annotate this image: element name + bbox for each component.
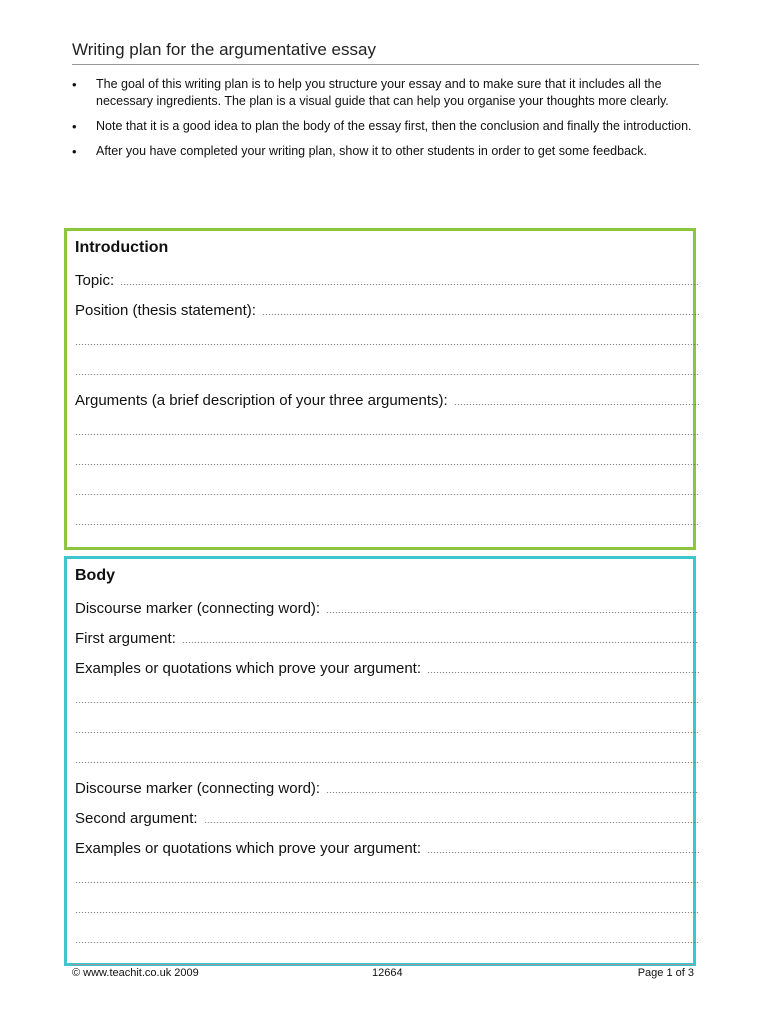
discourse-marker-label: Discourse marker (connecting word): bbox=[75, 780, 321, 797]
blank-line[interactable] bbox=[75, 507, 699, 529]
body-section bbox=[64, 556, 696, 966]
examples-label: Examples or quotations which prove your argument: bbox=[75, 840, 422, 857]
dotted-line bbox=[75, 762, 699, 763]
arguments-label: Arguments (a brief description of your three arguments): bbox=[75, 392, 448, 409]
blank-line[interactable] bbox=[75, 327, 699, 349]
topic-field[interactable] bbox=[75, 267, 699, 289]
blank-line[interactable] bbox=[75, 715, 699, 737]
first-argument-field[interactable] bbox=[75, 625, 699, 647]
blank-line[interactable] bbox=[75, 895, 699, 917]
copyright-text: © www.teachit.co.uk 2009 bbox=[72, 967, 199, 979]
discourse-marker-field-1[interactable] bbox=[75, 595, 699, 617]
instructions-list bbox=[72, 76, 696, 168]
blank-line[interactable] bbox=[75, 685, 699, 707]
list-item bbox=[72, 118, 696, 135]
dotted-line bbox=[204, 822, 699, 823]
dotted-line bbox=[326, 612, 699, 613]
list-item bbox=[72, 143, 696, 160]
dotted-line bbox=[75, 464, 699, 465]
bullet-text: Note that it is a good idea to plan the body of the essay first, then the conclusion and finally the introduction. bbox=[96, 119, 692, 133]
body-heading: Body bbox=[75, 567, 115, 584]
dotted-line bbox=[427, 852, 699, 853]
discourse-marker-label: Discourse marker (connecting word): bbox=[75, 600, 321, 617]
bullet-icon: • bbox=[72, 77, 77, 92]
blank-line[interactable] bbox=[75, 357, 699, 379]
dotted-line bbox=[75, 434, 699, 435]
discourse-marker-field-2[interactable] bbox=[75, 775, 699, 797]
bullet-icon: • bbox=[72, 119, 77, 134]
bullet-text: The goal of this writing plan is to help you structure your essay and to make sure that it includes all the necessary ingredients. The plan is a visual guide that can help you organise your thoughts more clearly. bbox=[96, 77, 669, 108]
introduction-section bbox=[64, 228, 696, 550]
blank-line[interactable] bbox=[75, 477, 699, 499]
document-code: 12664 bbox=[372, 967, 403, 979]
list-item bbox=[72, 76, 696, 110]
blank-line[interactable] bbox=[75, 417, 699, 439]
title-divider bbox=[72, 64, 699, 65]
dotted-line bbox=[454, 404, 699, 405]
dotted-line bbox=[120, 284, 699, 285]
position-label: Position (thesis statement): bbox=[75, 302, 256, 319]
second-argument-label: Second argument: bbox=[75, 810, 198, 827]
dotted-line bbox=[427, 672, 699, 673]
introduction-heading: Introduction bbox=[75, 239, 169, 256]
topic-label: Topic: bbox=[75, 272, 115, 289]
examples-field-2[interactable] bbox=[75, 835, 699, 857]
dotted-line bbox=[75, 702, 699, 703]
dotted-line bbox=[262, 314, 699, 315]
page-footer bbox=[72, 964, 694, 983]
blank-line[interactable] bbox=[75, 865, 699, 887]
bullet-text: After you have completed your writing plan, show it to other students in order to get some feedback. bbox=[96, 144, 647, 158]
page-number: Page 1 of 3 bbox=[637, 967, 694, 979]
blank-line[interactable] bbox=[75, 745, 699, 767]
examples-field-1[interactable] bbox=[75, 655, 699, 677]
dotted-line bbox=[75, 942, 699, 943]
page-title: Writing plan for the argumentative essay bbox=[72, 40, 376, 59]
dotted-line bbox=[75, 344, 699, 345]
dotted-line bbox=[326, 792, 699, 793]
dotted-line bbox=[182, 642, 699, 643]
dotted-line bbox=[75, 374, 699, 375]
position-field[interactable] bbox=[75, 297, 699, 319]
second-argument-field[interactable] bbox=[75, 805, 699, 827]
dotted-line bbox=[75, 882, 699, 883]
dotted-line bbox=[75, 524, 699, 525]
arguments-field[interactable] bbox=[75, 387, 699, 409]
dotted-line bbox=[75, 732, 699, 733]
examples-label: Examples or quotations which prove your argument: bbox=[75, 660, 422, 677]
bullet-icon: • bbox=[72, 144, 77, 159]
dotted-line bbox=[75, 494, 699, 495]
first-argument-label: First argument: bbox=[75, 630, 176, 647]
blank-line[interactable] bbox=[75, 447, 699, 469]
dotted-line bbox=[75, 912, 699, 913]
blank-line[interactable] bbox=[75, 925, 699, 947]
